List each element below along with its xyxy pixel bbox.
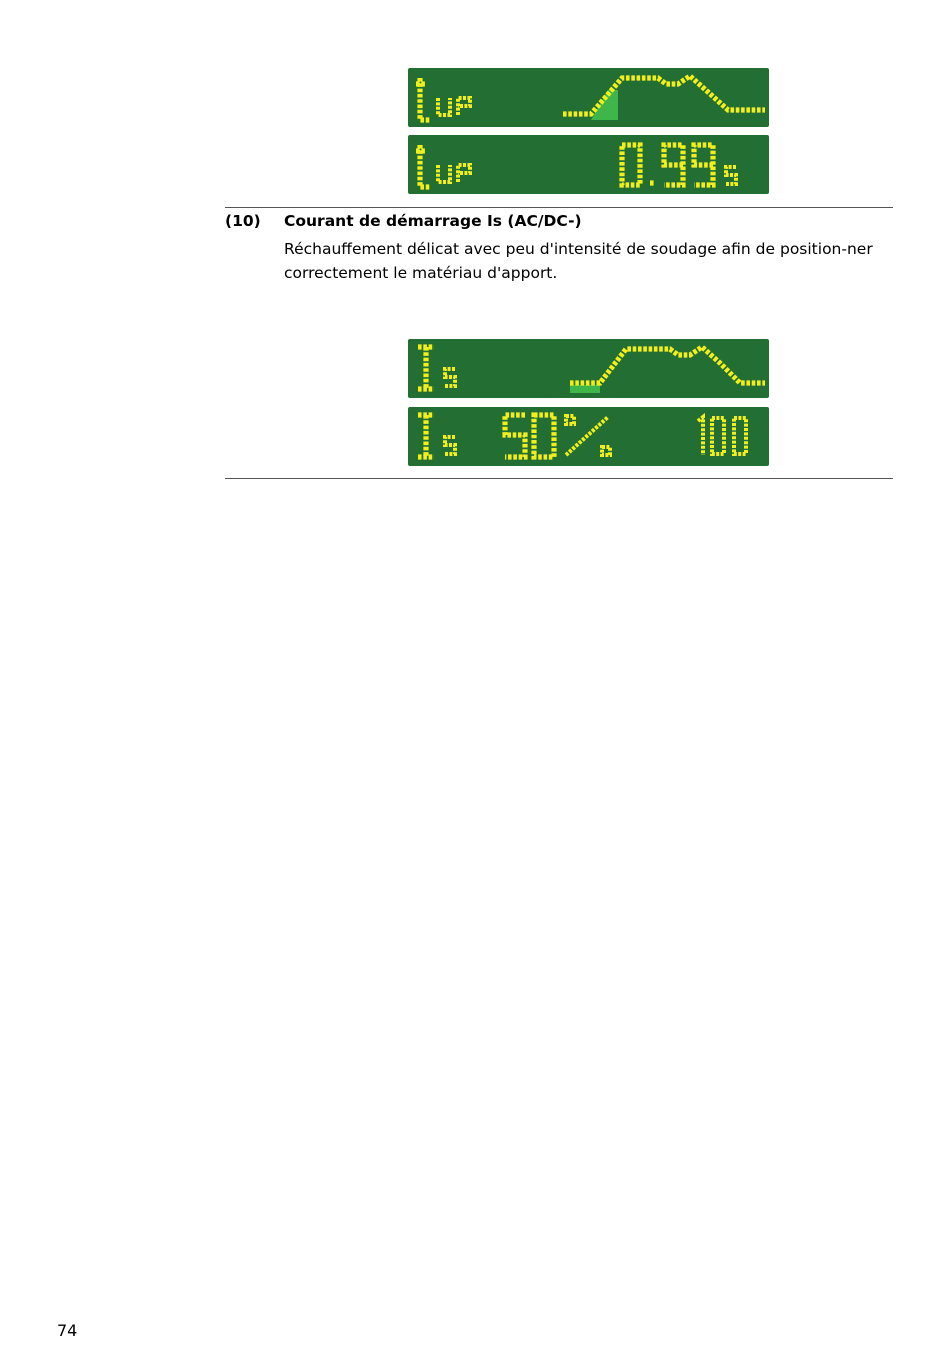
welding-curve: [563, 76, 765, 114]
upslope-highlight: [591, 90, 618, 120]
glyph-1: [698, 417, 703, 455]
section-divider-bottom: [225, 478, 893, 479]
is-graph-segments: [408, 339, 769, 398]
lcd-display-tup-value: [408, 135, 769, 194]
section-body: Réchauffement délicat avec peu d'intensité de soudage afin de position-ner correctement le matériau d'apport.: [284, 240, 873, 282]
section-title: Courant de démarrage Is (AC/DC-): [284, 212, 582, 230]
glyph-p: [458, 165, 470, 182]
glyph-0b: [712, 418, 724, 454]
tup-graph-segments: [408, 68, 769, 127]
glyph-percent-bottom: [602, 447, 610, 455]
glyph-9b: [694, 145, 713, 185]
glyph-s: [445, 437, 455, 454]
tup-value-segments: [408, 135, 769, 194]
glyph-0: [622, 145, 640, 185]
welding-curve: [570, 347, 765, 383]
glyph-0: [534, 415, 554, 457]
start-current-highlight: [570, 385, 600, 393]
page-number: 74: [57, 1321, 78, 1340]
glyph-0c: [734, 418, 746, 454]
glyph-u: [438, 165, 450, 182]
is-value-segments: [408, 407, 769, 466]
lcd-display-tup-graph: [408, 68, 769, 127]
glyph-9a: [664, 145, 683, 185]
lcd-display-is-value: [408, 407, 769, 466]
glyph-s: [445, 369, 455, 386]
glyph-5: [505, 415, 525, 457]
glyph-s: [726, 167, 736, 184]
section-number: (10): [225, 212, 261, 230]
glyph-percent-top: [566, 416, 574, 424]
glyph-p: [458, 98, 470, 115]
glyph-u: [438, 98, 450, 115]
section-divider-top: [225, 207, 893, 208]
lcd-display-is-graph: [408, 339, 769, 398]
